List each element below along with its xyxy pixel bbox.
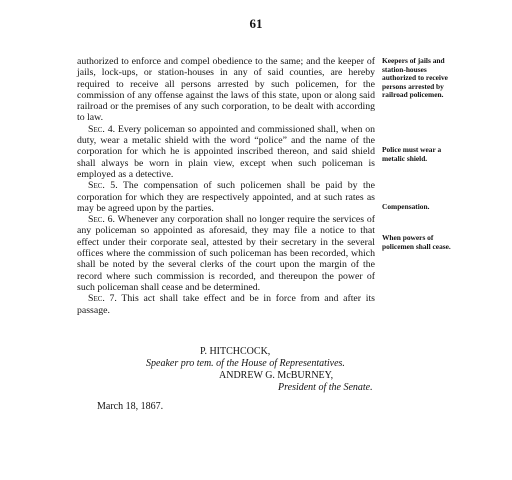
margin-note-shield: Police must wear a metalic shield.	[382, 145, 442, 163]
page-number: 61	[249, 16, 263, 31]
section-6-text: Whenever any corporation shall no longer require the services of any policeman so appointed as aforesaid, they may file a notice to that effect under their corporate seal, attested by their secretary in the several offices where the commission of such policeman has been recorded, which shall be noted by the several clerks of the court upon the margin of the record where such commission is recorded, and thereupon the power of such policeman shall cease and be determined.	[77, 214, 375, 293]
section-7-label: Sec. 7.	[88, 293, 117, 305]
section-6	[77, 214, 375, 293]
section-7	[77, 293, 375, 316]
section-4-text: Every policeman so appointed and commissioned shall, when on duty, wear a metalic shield with the word “police” and the name of the corporation for which he is appointed inscribed thereon, and said shield shall always be worn in plain view, except when such policeman is employed as a detective.	[77, 123, 375, 180]
speaker-title: Speaker pro tem. of the House of Representatives.	[146, 358, 345, 369]
president-name: ANDREW G. McBURNEY,	[219, 370, 334, 381]
continuation-paragraph: authorized to enforce and compel obedience to the same; and the keeper of jails, lock-ups, or station-houses in any of said counties, are hereby required to receive all persons arrested by such policemen, for the commission of any offense against the laws of this state, upon or along said railroad or the premises of any such corporation, to be dealt with according to law.	[77, 56, 375, 124]
section-4	[77, 124, 375, 180]
section-7-text: This act shall take effect and be in force from and after its passage.	[77, 293, 375, 316]
section-5-text: The compensation of such policemen shall be paid by the corporation for which they are respectively appointed, and at such rates as may be agreed upon by the parties.	[77, 180, 375, 214]
statute-body	[77, 56, 375, 316]
enactment-date: March 18, 1867.	[97, 401, 164, 412]
margin-note-compensation: Compensation.	[382, 202, 430, 211]
speaker-name: P. HITCHCOCK,	[200, 346, 271, 357]
section-4-label: Sec. 4.	[88, 123, 116, 135]
section-6-label: Sec. 6.	[88, 214, 115, 226]
margin-note-cease: When powers of policemen shall cease.	[382, 233, 451, 251]
section-5-label: Sec. 5.	[88, 180, 118, 192]
section-5	[77, 180, 375, 214]
margin-note-keepers: Keepers of jails and station-houses authorized to receive persons arrested by railroad policemen.	[382, 56, 448, 100]
president-title: President of the Senate.	[278, 382, 373, 393]
